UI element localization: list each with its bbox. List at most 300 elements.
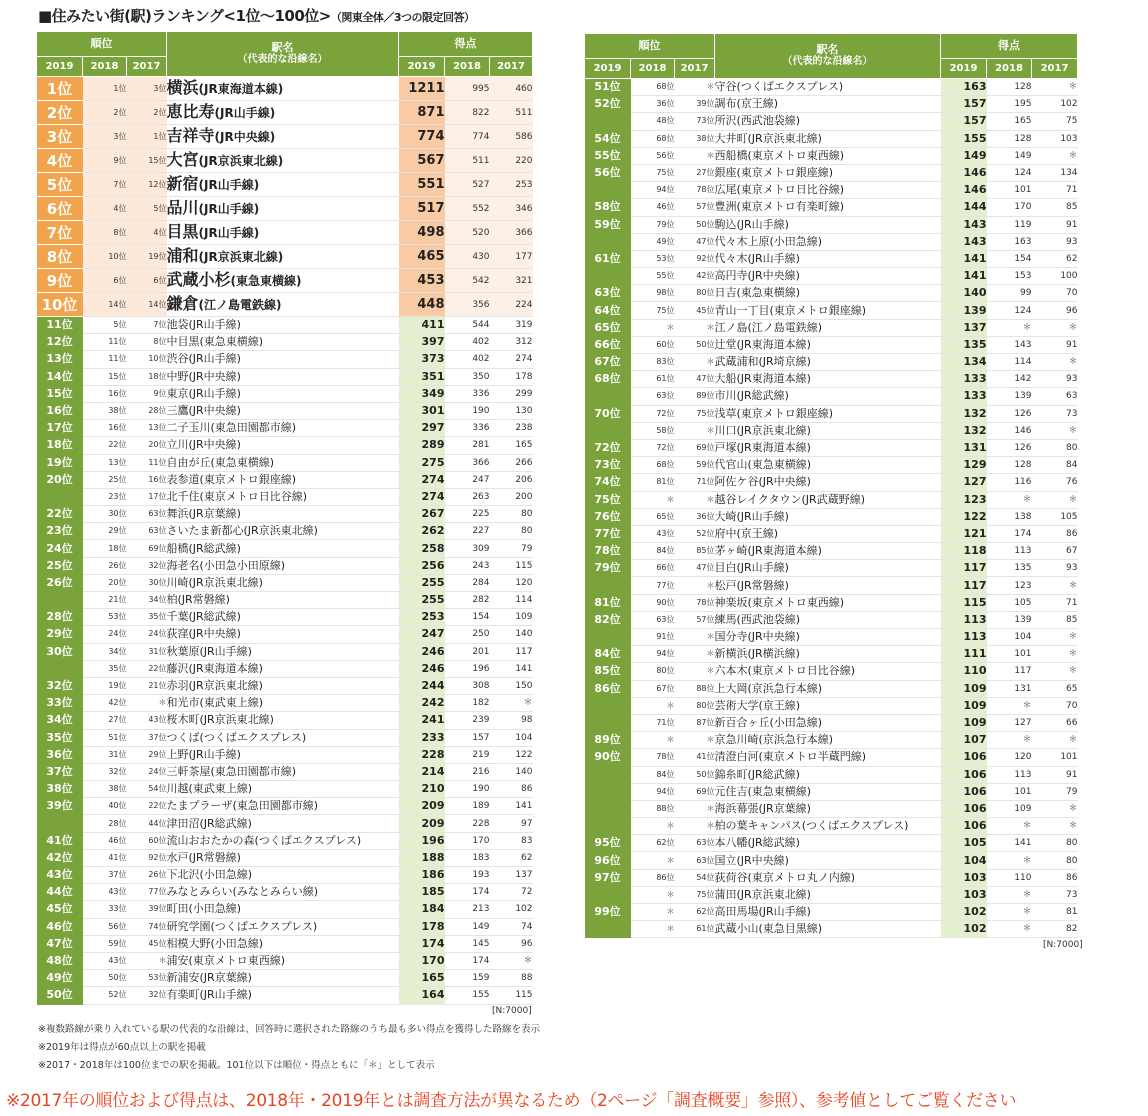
score-2018: 308 <box>445 677 490 694</box>
station: 日吉 <box>714 286 737 300</box>
station: 池袋 <box>166 318 189 332</box>
station-name <box>715 371 941 388</box>
score-2017: 511 <box>490 101 533 125</box>
score-2019: 498 <box>399 221 445 245</box>
score-2017: 93 <box>1032 371 1078 388</box>
station: 練馬 <box>714 612 737 626</box>
rank-2017: 75位 <box>675 886 715 903</box>
score-2019: 255 <box>399 592 445 609</box>
table-row <box>37 125 533 149</box>
rank-2019: 52位 <box>585 96 631 113</box>
rank-2019: 14位 <box>37 368 83 385</box>
line-name: (JR埼京線) <box>758 355 811 369</box>
station: 国分寺 <box>714 630 748 644</box>
header-score: 得点 <box>399 32 533 57</box>
score-2019: 465 <box>399 245 445 269</box>
station: 辻堂 <box>714 337 737 351</box>
rank-2019: 20位 <box>37 471 83 488</box>
rank-2018: 32位 <box>83 763 127 780</box>
score-2017: ＊ <box>1032 491 1078 508</box>
score-2018: 225 <box>445 506 490 523</box>
rank-2017: 35位 <box>127 609 167 626</box>
header-name: 駅名 （代表的な沿線名） <box>715 34 941 79</box>
score-2017: 80 <box>1032 852 1078 869</box>
score-2019: 453 <box>399 269 445 293</box>
score-2017: 91 <box>1032 216 1078 233</box>
rank-2017: 77位 <box>127 884 167 901</box>
line-name: (JR山手線) <box>198 202 260 216</box>
station-name <box>715 835 941 852</box>
station-name <box>715 525 941 542</box>
rank-2018: 98位 <box>631 285 675 302</box>
score-2018: 123 <box>987 577 1032 594</box>
score-2017: 96 <box>490 935 533 952</box>
rank-2019: 39位 <box>37 798 83 815</box>
rank-2017: 80位 <box>675 697 715 714</box>
line-name: (江ノ島電鉄線) <box>198 298 282 312</box>
rank-2017: 57位 <box>675 611 715 628</box>
rank-2018: 88位 <box>631 800 675 817</box>
score-2017: 98 <box>490 712 533 729</box>
score-2019: 244 <box>399 677 445 694</box>
score-2019: 246 <box>399 660 445 677</box>
rank-2019: 96位 <box>585 852 631 869</box>
rank-2019 <box>585 388 631 405</box>
station-name <box>715 749 941 766</box>
score-2019: 106 <box>941 818 987 835</box>
score-2019: 146 <box>941 182 987 199</box>
line-name: (JR山手線) <box>214 106 276 120</box>
station: 川崎 <box>166 575 189 589</box>
rank-2017: 50位 <box>675 766 715 783</box>
score-2018: 542 <box>445 269 490 293</box>
rank-2018: 84位 <box>631 543 675 560</box>
line-name: (JR総武線) <box>188 610 241 624</box>
station: 品川 <box>166 198 199 217</box>
station: 目黒 <box>166 222 199 241</box>
line-name: (JR東海道本線) <box>188 661 263 675</box>
score-2018: 544 <box>445 317 490 334</box>
table-row <box>37 334 533 351</box>
rank-2018: 94位 <box>631 646 675 663</box>
rank-2018: 94位 <box>631 783 675 800</box>
station-name <box>167 488 399 505</box>
rank-2018: 8位 <box>83 221 127 245</box>
station-name <box>715 800 941 817</box>
rank-2019: 24位 <box>37 540 83 557</box>
rank-2017: 39位 <box>127 901 167 918</box>
rank-2017: 1位 <box>127 125 167 149</box>
station-name <box>715 577 941 594</box>
rank-2017: ＊ <box>675 646 715 663</box>
score-2017: ＊ <box>1032 646 1078 663</box>
rank-2017: 21位 <box>127 677 167 694</box>
station-name <box>167 970 399 987</box>
score-2018: 154 <box>987 250 1032 267</box>
score-2017: ＊ <box>1032 732 1078 749</box>
table-row <box>37 660 533 677</box>
score-2019: 132 <box>941 422 987 439</box>
rank-2017: ＊ <box>675 800 715 817</box>
line-name: (JR京浜東北線) <box>188 679 263 693</box>
table-row <box>37 77 533 101</box>
rank-2017: 14位 <box>127 293 167 317</box>
score-2019: 157 <box>941 96 987 113</box>
station-name <box>167 849 399 866</box>
rank-2019: 42位 <box>37 849 83 866</box>
table-row <box>37 402 533 419</box>
score-2019: 274 <box>399 488 445 505</box>
station: 錦糸町 <box>714 767 748 781</box>
line-name: (東急東横線) <box>199 335 264 349</box>
rank-2017: 62位 <box>675 904 715 921</box>
station-name <box>715 233 941 250</box>
score-2018: 170 <box>987 199 1032 216</box>
header-score-2017: 2017 <box>1032 59 1078 79</box>
score-2017: 274 <box>490 351 533 368</box>
score-2018: 239 <box>445 712 490 729</box>
rank-2018: 53位 <box>83 609 127 626</box>
rank-2019: 75位 <box>585 491 631 508</box>
score-2018: 243 <box>445 557 490 574</box>
rank-2018: 1位 <box>83 77 127 101</box>
rank-2019: 95位 <box>585 835 631 852</box>
station: 武蔵小杉 <box>166 270 231 289</box>
rank-2018: ＊ <box>631 921 675 938</box>
line-name: (東京メトロ日比谷線) <box>736 183 845 197</box>
line-name: (JR京浜東北線) <box>747 131 822 145</box>
rank-2019: 32位 <box>37 677 83 694</box>
score-2019: 109 <box>941 697 987 714</box>
header-score-2019: 2019 <box>399 57 445 77</box>
station: 上大岡 <box>714 681 748 695</box>
line-name: (東武東上線) <box>188 782 253 796</box>
score-2017: 100 <box>1032 268 1078 285</box>
rank-2018: 46位 <box>83 832 127 849</box>
table-row <box>585 560 1078 577</box>
score-2018: 154 <box>445 609 490 626</box>
table-row <box>37 293 533 317</box>
station-name <box>167 269 399 293</box>
score-2018: 201 <box>445 643 490 660</box>
header-rank-2017: 2017 <box>127 57 167 77</box>
table-row <box>585 818 1078 835</box>
score-2019: 106 <box>941 800 987 817</box>
rank-2019: 86位 <box>585 680 631 697</box>
station-name <box>167 952 399 969</box>
line-name: (小田急線) <box>769 716 823 730</box>
rank-2017: 34位 <box>127 592 167 609</box>
rank-2018: 22位 <box>83 437 127 454</box>
score-2017: 80 <box>1032 835 1078 852</box>
table-row <box>37 574 533 591</box>
rank-2017: 12位 <box>127 173 167 197</box>
score-2018: 142 <box>987 371 1032 388</box>
score-2018: 190 <box>445 402 490 419</box>
rank-2017: 22位 <box>127 660 167 677</box>
ranking-table-left <box>36 31 533 1005</box>
score-2017: 79 <box>1032 783 1078 800</box>
score-2017: 91 <box>1032 336 1078 353</box>
score-2019: 103 <box>941 886 987 903</box>
score-2017: 115 <box>490 987 533 1004</box>
score-2017: 97 <box>490 815 533 832</box>
score-2017: ＊ <box>1032 422 1078 439</box>
station: 代々木上原 <box>714 234 770 248</box>
line-name: (つくばエクスプレス) <box>736 80 844 94</box>
rank-2018: 68位 <box>631 130 675 147</box>
score-2017: 114 <box>490 592 533 609</box>
rank-2019: 18位 <box>37 437 83 454</box>
station: 赤羽 <box>166 679 189 693</box>
station: つくば <box>166 730 200 744</box>
rank-2018: 38位 <box>83 781 127 798</box>
score-2018: 193 <box>445 867 490 884</box>
score-2018: 552 <box>445 197 490 221</box>
station: 相模大野 <box>166 936 211 950</box>
rank-2018: 37位 <box>83 867 127 884</box>
table-row <box>585 250 1078 267</box>
line-name: (JR山手線) <box>188 386 241 400</box>
table-row <box>585 594 1078 611</box>
station-name <box>715 766 941 783</box>
score-2017: 140 <box>490 626 533 643</box>
rank-2019: 78位 <box>585 543 631 560</box>
rank-2018: 46位 <box>631 199 675 216</box>
score-2018: ＊ <box>987 921 1032 938</box>
rank-2017: 87位 <box>675 714 715 731</box>
rank-2017: 42位 <box>675 268 715 285</box>
table-row <box>585 164 1078 181</box>
score-2019: 186 <box>399 867 445 884</box>
table-row <box>37 935 533 952</box>
score-2019: 517 <box>399 197 445 221</box>
rank-2018: 59位 <box>83 935 127 952</box>
rank-2017: 31位 <box>127 643 167 660</box>
score-2017: 137 <box>490 867 533 884</box>
rank-2017: 80位 <box>675 285 715 302</box>
header-rank-2019: 2019 <box>585 59 631 79</box>
rank-2017: 78位 <box>675 594 715 611</box>
line-name: (JR総武線) <box>188 541 241 555</box>
score-2017: ＊ <box>1032 147 1078 164</box>
station: 吉祥寺 <box>166 126 215 145</box>
rank-2017: 54位 <box>675 869 715 886</box>
table-row <box>37 763 533 780</box>
table-row <box>37 557 533 574</box>
line-name: (東武東上線) <box>199 696 264 710</box>
score-2017: 65 <box>1032 680 1078 697</box>
score-2019: 1211 <box>399 77 445 101</box>
station-name <box>715 319 941 336</box>
score-2018: ＊ <box>987 818 1032 835</box>
rank-2018: 26位 <box>83 557 127 574</box>
score-2018: 155 <box>445 987 490 1004</box>
header-rank-2019: 2019 <box>37 57 83 77</box>
rank-2018: 43位 <box>631 525 675 542</box>
rank-2018: 28位 <box>83 815 127 832</box>
score-2019: 122 <box>941 508 987 525</box>
line-name: (東急東横線) <box>747 784 812 798</box>
table-row <box>585 130 1078 147</box>
rank-2018: 78位 <box>631 749 675 766</box>
table-row <box>37 952 533 969</box>
rank-2019 <box>585 921 631 938</box>
rank-2018: 65位 <box>631 508 675 525</box>
table-row <box>37 746 533 763</box>
table-row <box>37 643 533 660</box>
rank-2019: 48位 <box>37 952 83 969</box>
rank-2018: 11位 <box>83 334 127 351</box>
station: 戸塚 <box>714 441 737 455</box>
line-name: (JR京浜東北線) <box>736 887 811 901</box>
score-2018: 149 <box>445 918 490 935</box>
station-name <box>167 245 399 269</box>
rank-2019: 10位 <box>37 293 83 317</box>
rank-2017: 54位 <box>127 781 167 798</box>
rank-2017: 45位 <box>127 935 167 952</box>
station-name <box>167 523 399 540</box>
score-2019: 131 <box>941 439 987 456</box>
line-name: (JR武蔵野線) <box>801 492 865 506</box>
line-name: (JR山手線) <box>736 509 789 523</box>
score-2018: 113 <box>987 766 1032 783</box>
score-2018: 336 <box>445 420 490 437</box>
rank-2017: 24位 <box>127 626 167 643</box>
ranking-rows-left <box>37 77 533 1005</box>
rank-2017: 88位 <box>675 680 715 697</box>
rank-2019: 26位 <box>37 574 83 591</box>
rank-2019 <box>585 629 631 646</box>
table-row <box>37 506 533 523</box>
table-row <box>37 849 533 866</box>
station-name <box>715 182 941 199</box>
station-name <box>715 79 941 96</box>
station: 海老名 <box>166 558 200 572</box>
rank-2017: ＊ <box>675 147 715 164</box>
rank-2019 <box>37 815 83 832</box>
score-2019: 174 <box>399 935 445 952</box>
rank-2018: 43位 <box>83 952 127 969</box>
station: 阿佐ケ谷 <box>714 475 759 489</box>
rank-2017: 4位 <box>127 221 167 245</box>
line-name: (JR京浜東北線) <box>243 524 318 538</box>
score-2019: 143 <box>941 216 987 233</box>
score-2018: 128 <box>987 130 1032 147</box>
footnote: ※2019年は得点が60点以上の駅を掲載 <box>38 1042 206 1053</box>
rank-2017: 89位 <box>675 388 715 405</box>
table-row <box>37 385 533 402</box>
score-2018: 366 <box>445 454 490 471</box>
score-2018: 309 <box>445 540 490 557</box>
station-name <box>167 884 399 901</box>
line-name: (JR中央線) <box>747 269 800 283</box>
station: 三鷹 <box>166 404 189 418</box>
rank-2019: 15位 <box>37 385 83 402</box>
bottom-warning-note: ※2017年の順位および得点は、2018年・2019年とは調査方法が異なるため（2ページ「調査概要」参照）、参考値としてご覧ください <box>6 1091 1017 1111</box>
rank-2018: 62位 <box>631 835 675 852</box>
page-title <box>38 5 474 26</box>
station: 千葉 <box>166 610 189 624</box>
line-name: (つくばエクスプレス) <box>254 833 362 847</box>
rank-2018: 5位 <box>83 317 127 334</box>
line-name: (西武池袋線) <box>736 612 801 626</box>
rank-2018: 41位 <box>83 849 127 866</box>
table-row <box>585 319 1078 336</box>
station: 市川 <box>714 389 737 403</box>
table-row <box>585 147 1078 164</box>
station: たまプラーザ <box>166 799 233 813</box>
rank-2019: 30位 <box>37 643 83 660</box>
rank-2018: 94位 <box>631 182 675 199</box>
rank-2019: 90位 <box>585 749 631 766</box>
score-2017: 266 <box>490 454 533 471</box>
rank-2018: 9位 <box>83 149 127 173</box>
rank-2017: 9位 <box>127 385 167 402</box>
score-2018: 174 <box>445 884 490 901</box>
station: 神楽坂 <box>714 595 748 609</box>
station: 上野 <box>166 747 189 761</box>
score-2018: 281 <box>445 437 490 454</box>
rank-2019: 37位 <box>37 763 83 780</box>
score-2019: 774 <box>399 125 445 149</box>
rank-2017: 41位 <box>675 749 715 766</box>
line-name: (東急東横線) <box>747 458 812 472</box>
station: 本八幡 <box>714 836 748 850</box>
station-name <box>167 987 399 1004</box>
score-2017: 206 <box>490 471 533 488</box>
score-2017: 319 <box>490 317 533 334</box>
score-2018: 119 <box>987 216 1032 233</box>
table-row <box>37 901 533 918</box>
score-2018: 336 <box>445 385 490 402</box>
station-name <box>167 798 399 815</box>
score-2018: ＊ <box>987 852 1032 869</box>
rank-2019: 56位 <box>585 164 631 181</box>
table-row <box>37 269 533 293</box>
station-name <box>167 935 399 952</box>
station: 浦安 <box>166 954 189 968</box>
score-2018: 126 <box>987 405 1032 422</box>
station: 新百合ヶ丘 <box>714 716 770 730</box>
station-name <box>167 763 399 780</box>
rank-2019: 29位 <box>37 626 83 643</box>
line-name: (東京メトロ日比谷線) <box>747 664 856 678</box>
score-2017: 75 <box>1032 113 1078 130</box>
score-2018: 995 <box>445 77 490 101</box>
score-2018: ＊ <box>987 697 1032 714</box>
score-2019: 262 <box>399 523 445 540</box>
rank-2018: 16位 <box>83 420 127 437</box>
score-2019: 143 <box>941 233 987 250</box>
station-name <box>167 712 399 729</box>
score-2017: 82 <box>1032 921 1078 938</box>
score-2019: 144 <box>941 199 987 216</box>
rank-2017: 59位 <box>675 457 715 474</box>
score-2019: 373 <box>399 351 445 368</box>
station-name <box>167 437 399 454</box>
rank-2019: 58位 <box>585 199 631 216</box>
rank-2018: 72位 <box>631 439 675 456</box>
station-name <box>715 216 941 233</box>
station: 二子玉川 <box>166 421 211 435</box>
rank-2017: ＊ <box>675 319 715 336</box>
station-name <box>715 697 941 714</box>
line-name: (東京メトロ半蔵門線) <box>758 750 867 764</box>
score-2017: 86 <box>1032 869 1078 886</box>
score-2018: 350 <box>445 368 490 385</box>
line-name: (JR常磐線) <box>177 593 230 607</box>
